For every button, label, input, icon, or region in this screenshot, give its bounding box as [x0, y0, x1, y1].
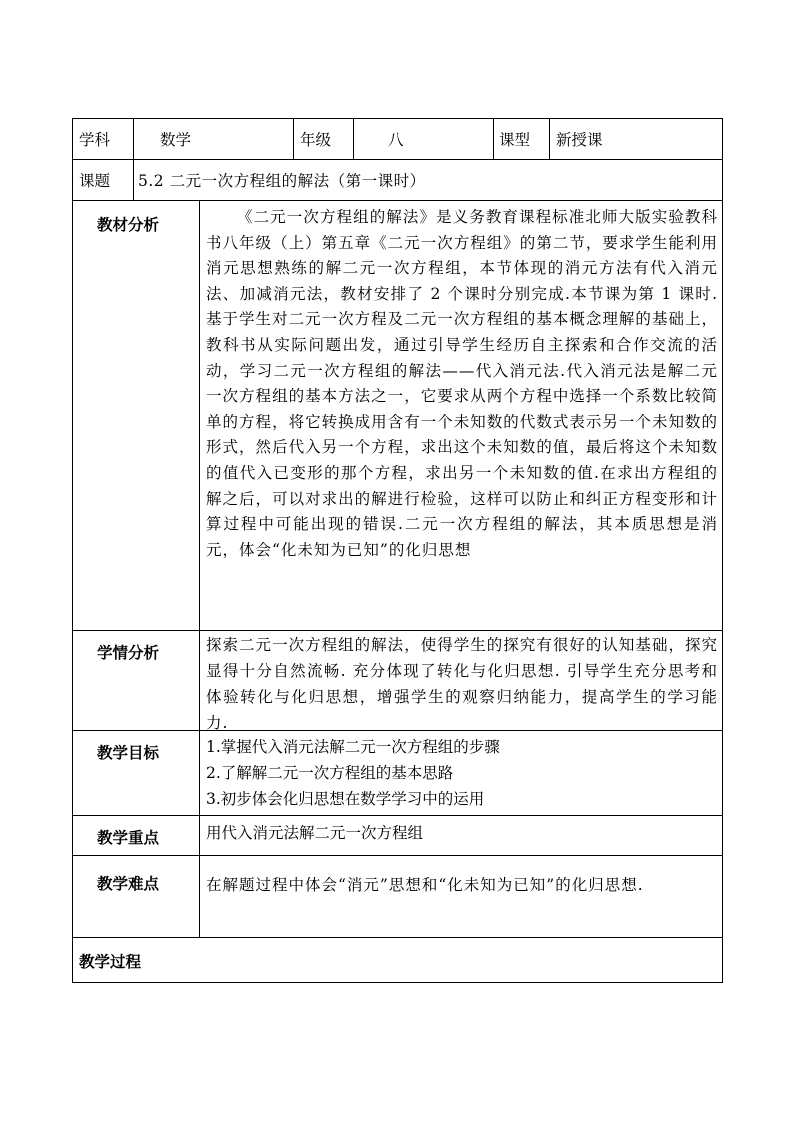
lesson-plan-table: [72, 118, 723, 983]
material-text: 《二元一次方程组的解法》是义务教育课程标准北师大版实验教科书八年级（上）第五章《二元一次方程组》的第二节，要求学生能利用消元思想熟练的解二元一次方程组，本节体现的消元方法有代入消元法、加减消元法，教材安排了 2 个课时分别完成.本节课为第 1 课时.基于学生对二元一次方程及二元一次方程组的基本概念理解的基础上，教科书从实际问题出发，通过引导学生经历自主探索和合作交流的活动，学习二元一次方程组的解法——代入消元法.代入消元法是解二元一次方程组的基本方法之一，它要求从两个方程中选择一个系数比较简单的方程，将它转换成用含有一个未知数的代数式表示另一个未知数的形式，然后代入另一个方程，求出这个未知数的值，最后将这个未知数的值代入已变形的那个方程，求出另一个未知数的值.在求出方程组的解之后，可以对求出的解进行检验，这样可以防止和纠正方程变形和计算过程中可能出现的错误.二元一次方程组的解法，其本质思想是消元，体会“化未知为已知”的化归思想: [206, 208, 718, 559]
difficulties-text: 在解题过程中体会“消元”思想和“化未知为已知”的化归思想.: [206, 876, 644, 894]
keypoints-label: 教学重点: [97, 829, 160, 847]
subject-label: 学科: [79, 131, 111, 149]
objectives-list: [206, 734, 718, 812]
grade-value-cell: [353, 118, 494, 160]
difficulties-cell: [199, 855, 723, 938]
material-label-cell: [72, 200, 200, 631]
grade-label-cell: [293, 118, 354, 160]
difficulties-label-cell: [72, 855, 200, 938]
objectives-label: 教学目标: [97, 744, 160, 762]
material-text-cell: [199, 200, 723, 631]
subject-value-cell: [133, 118, 294, 160]
topic-value: 5.2 二元一次方程组的解法（第一课时）: [138, 172, 426, 190]
grade-label: 年级: [300, 131, 332, 149]
difficulties-label: 教学难点: [97, 875, 160, 893]
type-value: 新授课: [556, 131, 603, 149]
grade-value: 八: [388, 131, 404, 149]
topic-label: 课题: [79, 172, 111, 190]
objectives-label-cell: [72, 730, 200, 816]
student-text: 探索二元一次方程组的解法，使得学生的探究有很好的认知基础，探究显得十分自然流畅. 充分体现了转化与化归思想. 引导学生充分思考和体验转化与化归思想，增强学生的观察归纳能力，提高学生的学习能力.: [206, 636, 718, 732]
type-value-cell: [549, 118, 723, 160]
keypoints-label-cell: [72, 815, 200, 856]
keypoints-cell: [199, 815, 723, 856]
process-cell: [72, 937, 723, 983]
objective-item: 2.了解解二元一次方程组的基本思路: [206, 764, 454, 782]
topic-label-cell: [72, 159, 134, 201]
student-label: 学情分析: [97, 644, 160, 662]
material-label: 教材分析: [97, 216, 160, 234]
objectives-cell: [199, 730, 723, 816]
type-label: 课型: [499, 131, 531, 149]
student-label-cell: [72, 630, 200, 731]
subject-value: 数学: [160, 131, 192, 149]
topic-value-cell: [133, 159, 723, 201]
objective-item: 1.掌握代入消元法解二元一次方程组的步骤: [206, 738, 500, 756]
process-label: 教学过程: [79, 953, 142, 971]
type-label-cell: [493, 118, 550, 160]
keypoints-text: 用代入消元法解二元一次方程组: [206, 824, 424, 842]
student-text-cell: [199, 630, 723, 731]
objective-item: 3.初步体会化归思想在数学学习中的运用: [206, 790, 485, 808]
subject-label-cell: [72, 118, 134, 160]
